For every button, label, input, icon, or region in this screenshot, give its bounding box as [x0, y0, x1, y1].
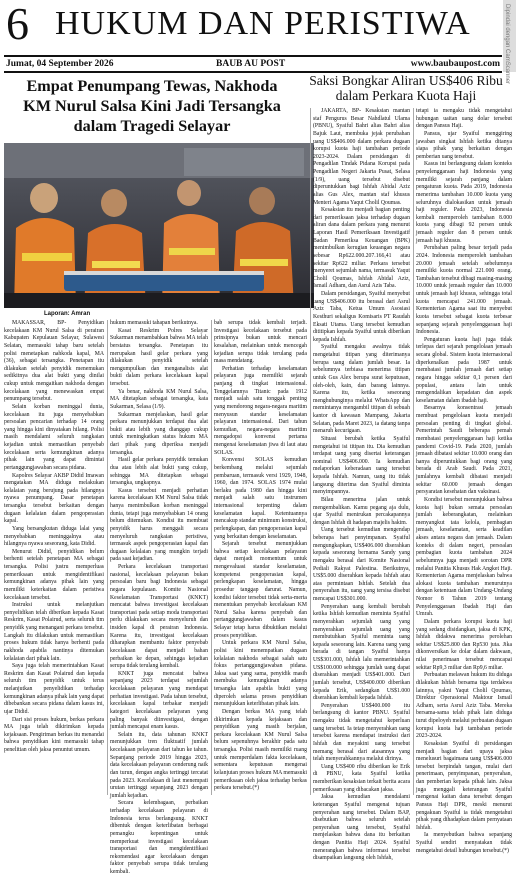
article-paragraph: Dalam perkara korupsi kuota haji yang sedang disidangkan, jaksa di KPK, Ishfah didakwa menerima perolehan sekitar US$25.800 dan Rp530 juta. Jika dikonversikan ke dolar dalam dakwaan, nilai penerimaan tersebut mencapai sekitar Rp9,3 miliar dan Rp9,6 miliar. — [416, 618, 512, 671]
article-paragraph: Yang bersangkutan diduga lalai yang menyebabkan meninggalnya atau hilangnya nyawa seseorang, kata Didid. — [4, 525, 104, 548]
article-paragraph: Pengaturan kuota haji juga tidak terlepas dari sejarah pengelolaan jemaah secara global. Sistem kuota internasional diperkenalkan pada 1987 untuk membatasi jumlah jemaah dari setiap negara hingga sekitar 0,1 persen dari populasi, antara lain untuk mengendalikan kepadatan dan aspek keselamatan dalam ibadah haji. — [416, 336, 512, 404]
article-paragraph: Situasi berubah ketika Syaiful mengetahui isi titipan itu. Dia kemudian terdapat uang yang disertai keterangan nominal US$406.000. Ia kemudian melaporkan keberadaan uang tersebut kepada Ishfah. Namun, uang itu tidak langsung diterima dan Syaiful diminta menyimpannya. — [313, 435, 410, 496]
article-paragraph: Ia menyebutkan bahwa sepanjang Syaiful sendiri menyatakan tidak mengetahui detail hubungan tersebut.(*) — [416, 832, 512, 854]
article-paragraph: hukum memasuki tahapan berikutnya. — [110, 320, 198, 326]
article-paragraph: Jaksa kemudian mendalami keterangan Syaiful mengenai tujuan penyerahan uang tersebut. Dalam BAP, disebutkan bahwa seluruh setelah penyerahan uang tersebut, Syaiful menjelaskan bahwa dana itu berkaitan dengan Panitia Haji 2024. Syaiful menerangkan bahwa informasi tersebut disampaikan langsung oleh Ishfah, — [313, 794, 410, 862]
article-paragraph: Kapolres Selayar AKBP Didid Imawan mengatakan MA diduga melakukan kelalaian yang berujung pada hilangnya nyawa penumpang. Dasar penetapan tersangka tersebut berkaitan dengan dugaan kelalaian dalam pengoperasian kapal. — [4, 472, 104, 525]
article-paragraph: Uang US$400 ribu diberikan ke Erik di PBNU, kata Syaiful ketika memberikan kesaksian terkait berita acara pemeriksaan yang dibacakan jaksa. — [313, 763, 410, 793]
article-paragraph: tetapi ia mengaku tidak mengetahui hubungan uaitan uang dolar tersebut dengan Pansus Haji. — [416, 108, 512, 130]
article-column-2 — [110, 320, 208, 875]
article-column-4 — [313, 108, 410, 862]
column-rule — [211, 320, 212, 795]
article-paragraph: Perbuatan melawan hukum itu diduga dilakukan Ishfah bersama tiga terdakwa lainnya, yakni Yaqut Cholil Qoumas, Direktur Operasional Maktour Ismail Adham, serta Asrul Aziz Taba. Mereka bersama-sama telah pihak lain diduga turut dipeloyeh melalui perbuatan dugaan korupsi kuota haji tambahan periode 2023-2024. — [416, 672, 512, 740]
date-line: Jumat, 04 September 2026 — [6, 59, 114, 69]
article-paragraph: Kasus tersebut menjadi perhatian karena kecelakaan KM Nurul Salsa tidak hanya menimbulkan korban meninggal dunia, tetapi juga menyebabkan 14 orang belum ditemukan. Kondisi itu membuat penyidik harus menggali secara menyeluruh rangkaian peristiwa, termasuk aspek pengoperasian kapal dan dugaan kelalaian yang mungkin terjadi pada saat kejadian. — [110, 487, 208, 563]
article-paragraph: Syaiful mengaku awalnya tidak mengetahui titipan yang diterimanya berupa uang dalam jumlah besar. Ia sebelumnya terbiasa menerima titipan untuk Gus Alex berupa surat keputusan, oleh-oleh, kain, dan barang lainnya. Karena itu, ketika seseorang menghubunginya melalui WhatsApp dan memintanya mengambil titipan di sebuah kantor di kawasan Mampang, Jakarta Selatan, pada Maret 2023, ia datang tanpa menaruh kecurigaan. — [313, 344, 410, 435]
masthead: HUKUM DAN PERISTIWA — [55, 5, 471, 42]
news-photo-icon — [4, 143, 314, 308]
article-paragraph: Instruksi untuk melanjutkan penyelidikan telah diberikan kepada Kasat Reskrim, Kasat Polairud, serta seluruh tim penyidik yang menangani perkara tersebut. Langkah itu dilakukan untuk memastikan proses hukum tidak hanya berhenti pada nakhoda apabila nantinya ditemukan kelalaian dari pihak lain. — [4, 602, 104, 662]
article-paragraph: Dalam persidangan, Syaiful menyebut uang US$406.000 itu berasal dari Asrul Aziz Taba, Ketua Umum Asosiasi Kesthuri sekaligus Komisaris PT Raudah Eksati Utama. Uang tersebut kemudian dititipkan kepada Syaiful untuk diberikan kepada Ishfah. — [313, 291, 410, 343]
article-paragraph: Kasus ini berlangsung dalam konteks penyelenggaraan haji Indonesia yang memiliki sejarah panjang dalam pengaturan kuota. Pada 2019, Indonesia menerima tambahan 10.000 kuota yang seluruhnya dialokasikan untuk jemaah haji reguler. Pada 2023, Indonesia kembali memperoleh tambahan 8.000 kuota yang dibagi 92 persen untuk jemaah reguler dan 8 persen untuk jemaah haji khusus. — [416, 161, 512, 244]
article-paragraph: Menurut Didid, penyidikan belum berhenti setelah penetapan MA sebagai tersangka. Polisi justru memperluas pemeriksaan untuk mengidentifikasi kemungkinan adanya pihak lain yang memiliki keterkaitan dalam peristiwa kecelakaan tersebut. — [4, 548, 104, 601]
article-paragraph: Ya benar, nakhoda KM Nurul Salsa, MA ditetapkan sebagai tersangka, kata Sukarman, Selasa (1/9). — [110, 388, 208, 410]
article-paragraph: Kondisi tersebut menunjukkan bahwa kuota haji bukan semata persoalan jumlah keberangkatan, melainkan menyangkut tata kelola, pembagian jemaah, keselamatan, serta keadilan akses antara negara dan jemaah. Dalam konteks di dalam negeri, persoalan pembagian kuota tambahan 2024 sebelumnya juga menjadi sorotan DPR melalui Panitia Khusus Hak Angket Haji. Kementerian Agama menjelaskan bahwa alokasi kuota tambahan menurutnya dengan ketentuan dalam Undang-Undang Nomor 8 Tahun 2019 tentang Penyelenggaraan Ibadah Haji dan Umrah. — [416, 496, 512, 618]
article-paragraph: Penyerahan US$400.000 itu berlangsung di kantor PBNU. Syaiful mengaku tidak mengetahui keperluan uang tersebut. Ia tetap menyerahkan uang tersebut karena mendapat instruksi dari Ishfah dan meyakini uang tersebut memang berasal dari atasannya yang telah menyerahkannya melalui dirinya. — [313, 702, 410, 763]
article-paragraph: bab serupa tidak kembali terjadi. Investigasi kecelakaan tersebut pada prinsipnya bukan untuk mencari kesalahan, melainkan untuk mencegah kejadian serupa tidak terulang pada masa mendatang. — [214, 320, 307, 365]
scan-side-text: Dipindai dengan CamScanner — [504, 4, 510, 85]
article-column-1 — [4, 320, 104, 794]
article-paragraph: Selain itu, data tahunan KNKT menunjukkan tren fluktuatif jumlah kecelakaan pelayaran dari tahun ke tahun. Sepanjang periode 2019 hingga 2023, data kecelakaan pelayaran cenderung naik dan turun, dengan angka tertinggi tercatat pada 2023. Kecelakaan di laut menempati urutan tertinggi sepanjang 2023 dengan jumlah kejadian. — [110, 731, 208, 799]
publication-name: BAUB AU POST — [216, 59, 286, 69]
article-paragraph: Selain korban meninggal dunia, kecelakaan itu juga menyebabkan persoalan pencarian terhadap 14 orang yang hingga kini dinyatakan hilang. Polisi masih mendalami seluruh rangkaian kejadian untuk memastikan penyebab kecelakaan serta kemungkinan adanya pihak lain yang dapat dimintai pertanggungjawaban secara pidana. — [4, 403, 104, 471]
article-paragraph: Sukarman menjelaskan, hasil gelar perkara menunjukkan terdapat dua alat bukti atau lebih yang dianggap cukup untuk meningkatkan status hukum MA dari pihak yang diperiksa menjadi tersangka. — [110, 411, 208, 456]
article-paragraph: Penyerahan uang kembali berubah ketika Ishfah kemudian meminta Syaiful menyerahkan sejumlah uang yang menyerahkan sejumlah uang yang membutuhkan Syaiful meminta uang kepada seseorang lain. Karena uang yang berada di tangan Syaiful hanya US$301.000, Ishfah lalu memerintahkan US$100.000 sehingga jumlah uang dapat diserahkan menjadi US$401.000. Dari jumlah tersebut, US$400.000 diberikan kepada Erik, sedangkan US$1.000 diserahkan kembali kepada Ishfah. — [313, 603, 410, 702]
page-number: 6 — [6, 0, 29, 49]
article-paragraph: Sejarah tersebut menunjukkan bahwa setiap kecelakaan pelayaran dapat menjadi momentum untuk mengevaluasi standar keselamatan, kompetensi pengoperasian kapal, perlengkapan keselamatan, hingga prosedur tanggap darurat. Namun, kondisi faktor tersebut tidak serta-merta menentukan penyebab kecelakaan KM Nurul Salsa karena penyebab dan pertanggungjawaban dalam kasus Selayar tetap harus dibuktikan melalui proses penyidikan. — [214, 541, 307, 639]
headline-secondary: Saksi Bongkar Aliran US$406 Ribu dalam Perkara Kuota Haji — [309, 73, 503, 103]
headline-main: Empat Penumpang Tewas, Nakhoda KM Nurul Salsa Kini Jadi Tersangka dalam Tragedi Selayar — [23, 77, 281, 135]
article-paragraph: Secara kelembagaan, perbaikan terhadap kecelakaan pelayaran di Indonesia terus berlangsung. KNKT dibentuk dengan keterlibatan berbagai pemangku kepentingan untuk memperkuat investigasi kecelakaan transportasi dan mengidentifikasi rekomendasi agar kecelakaan dengan faktor penyebab serupa tidak terulang kembali. — [110, 800, 208, 875]
website: www.baubaupost.com — [410, 59, 500, 69]
article-paragraph: Saya juga telah memerintahkan Kasat Reskrim dan Kasat Polairud dan kepada seluruh tim penyidik untuk terus melanjutkan penyelidikan terhadap kemungkinan adanya pihak lain yang dapat dibebankan secara pidana dalam kasus ini, ujar Didid. — [4, 663, 104, 715]
article-column-3 — [214, 320, 307, 794]
article-paragraph: Kesaksian Syaiful di persidangan menjadi bagian dari upaya jaksa menelusuri bagaimana uang US$406.000 tersebut berpindah tangan, mulai dari penerimaan, penyimpanan, penyerahan, dan pemberian kepada pihak lain. Jaksa juga menggali keterangan Syaiful mengenai kaitan dana tersebut dengan Pansus Haji DPR, meski menurut pengakuan Syaiful ia tidak mengetahui pihak yang dihadapkan dalam pernyataan Ishfah. — [416, 740, 512, 831]
article-paragraph: Uang tersebut kemudian mengendap beberapa hari penyimpanan. Syaiful mengungkapkan, US$406.000 diserahkan kepada seseorang bernama Sandy yang mengaku berasal dari Komite Nasional Pediali Rakyat Palestina. Berikutnya, US$5.000 diserahkan kepada Ishfah atau atas permintaan Ishfah. Setelah dua penyerahan itu, uang yang tersisa disebut mencapai US$301.000. — [313, 527, 410, 602]
article-paragraph: Konvensi SOLAS kemudian berkembang melalui sejumlah pembaruan, termasuk versi 1929, 1948, 1960, dan 1974. SOLAS 1974 mulai berlaku pada 1980 dan hingga kini menjadi salah satu instrumen internasional terpenting dalam keselamatan kapal. Ketentuannya mencakup standar minimum konstruksi, perlengkapan, dan pengoperasian kapal yang berkaitan dengan keselamatan. — [214, 457, 307, 540]
article-paragraph: Perubahan paling besar terjadi pada 2024. Indonesia memperoleh tambahan 20.000 jemaah setelah sebelumnya memiliki kuota normal 221.000 orang. Tambahan tersebut dibagi masing-masing 10.000 untuk jemaah reguler dan 10.000 untuk jemaah haji khusus, sehingga total kuota mencapai 241.000 jemaah. Kementerian Agama saat itu menyebut kuota tersebut sebagai kuota terbesar sepanjang sejarah penyelenggaraan haji Indonesia. — [416, 245, 512, 336]
article-paragraph: Untuk perkara KM Nurul Salsa, polisi kini menempatkan dugaan kelalaian nakhoda sebagai salah satu fokus pertanggungjawaban pidana. Jaksa saat yang sama, penyidik masih membuka kemungkinan adanya tersangka lain apabila bukti yang diperoleh selama proses penyidikan menunjukkan keterlibatan pihak lain. — [214, 640, 307, 708]
article-paragraph: Kasat Reskrim Polres Selayar Sukarman menambahkan bahwa MA telah berstatus tersangka. Penetapan itu merupakan hasil gelar perkara yang dilakukan penyidik setelah mengumpulkan dan menganalisis alat bukti dalam perkara kecelakaan kapal tersebut. — [110, 327, 208, 387]
article-paragraph: Dari sisi proses hukum, berkas perkara MA juga telah dikirimkan kepada kejaksaan. Pengiriman berkas itu menandai bahwa penyidikan kini memasuki tahap penelitian oleh jaksa penuntut umum. — [4, 716, 104, 753]
article-paragraph: Dengan berkas MA yang telah dikirimkan kepada kejaksaan dan penyidikan yang masih berjalan, perkara kecelakaan KM Nurul Salsa belum sepenuhnya berakhir pada satu tersangka. Polisi masih memiliki ruang untuk memperdalam fakta kecelakaan, sementara keputusan mengenai kelanjutan proses hukum MA memasuki pemeriksaan oleh jaksa terhadap berkas perkara tersebut.(*) — [214, 708, 307, 792]
article-paragraph: Besarnya konsentrasi jemaah membuat pengelolaan kuota menjadi persoalan penting di tingkat global. Pemerintah Saudi beberapa pemah membatasi penyelenggaraan haji ketika pandemi Covid-19. Pada 2020, jumlah jemaah dibatasi sekitar 10.000 orang dan hanya diperuntukkan bagi orang yang berada di Arab Saudi. Pada 2021, jumlahnya kembali dibatasi menjadi sekitar 60.000 jemaah dengan persyaratan kesehatan dan vaksinasi. — [416, 405, 512, 496]
news-photo-illustration — [4, 143, 314, 308]
article-paragraph: MAKASSAR, BP- Penyidikan kecelakaan KM Nurul Salsa di perairan Kabupaten Kepulauan Selayar, Sulawesi Selatan, memasuki tahap baru setelah polisi menetapkan nahkoda kapal, MA (36), sebagai tersangka. Penetapan itu dilakukan setelah penyidik menemukan sedikitnya dua alat bukti yang dinilai cukup untuk mengaitkan nakhoda dengan kecelakaan yang menewaskan empat penumpang tersebut. — [4, 320, 104, 403]
photo-caption-text: Laporan: Amran — [44, 311, 91, 317]
column-rule — [413, 108, 414, 795]
column-rule — [310, 108, 311, 795]
article-paragraph: Kesaksian itu menjadi bagian penting dari pemeriksaan jaksa terhadap dugaan aliran dana dalam perkara yang menurut Laporan Hasil Pemeriksaan Investigatif Badan Pemeriksa Keuangan (BPK) menimbulkan kerugian keuangan negara sebesar Rp622.000.207.166,41 atau sekitar Rp622 miliar. Perkara tersebut menyeret sejumlah nama, termasuk Yaqut Cholil Qoumas, Ishfah Abidal Aziz, Ismail Adham, dan Asrul Azis Taba. — [313, 207, 410, 290]
info-bar — [4, 55, 502, 73]
article-paragraph: Bilau menerima jalan untuk mengembalikan. Kamu pegang aja dulu, ujar Syaiful menirukan percakapannya dengan Ishfah di hadapan majelis hakim. — [313, 496, 410, 526]
column-rule — [107, 320, 108, 795]
article-paragraph: KNKT juga mencatat bahwa sepanjang 2023 terdapat sejumlah kecelakaan pelayaran yang mendapat perhatian investigasi. Pada tahun tersebut, kecelakaan kapal terbakar menjadi kategori kecelakaan pelayaran yang paling banyak diinvestigasi, dengan jumlah mencapai enam kasus. — [110, 670, 208, 731]
article-paragraph: Perkara kecelakaan transportasi nasional, kecelakaan pelayaran bukan persoalan baru bagi Indonesia sebagai negara kepulauan. Komite Nasional Keselamatan Transportasi (KNKT) mencatat bahwa investigasi kecelakaan transportasi pada setiap moda transportasi perlu dilakukan secara menyeluruh dan insiden kapal di perairan Indonesia. Karena itu, investigasi kecelakaan diharapkan membantu faktor penyebab kecelakaan dapat menjadi bahan perbaikan ke depan, sehingga kejadian serupa tidak terulang kembali. — [110, 564, 208, 670]
article-paragraph: Hasil gelar perkara penyidik temukan dua atau lebih alat bukti yang cukup, sehingga MA ditetapkan sebagai tersangka, ungkapnya. — [110, 457, 208, 487]
photo-caption — [4, 310, 314, 318]
article-paragraph: Pansus, ujar Syaiful menggiring jawaban singkat Ishfah ketika ditanya siapa pihak yang berkaitan dengan pemberian uang tersebut. — [416, 130, 512, 160]
article-paragraph: Perhatian terhadap keselamatan pelayaran juga memiliki sejarah panjang di tingkat internasional. Tenggelamnya Titanic pada 1912 menjadi salah satu tonggak penting yang mendorong negara-negara maritim menyusun standar keselamatan pelayaran internasional. Dari tahun kemudian, negara-negara maritim mengadopsi konvensi pertama mengenai keselamatan jiwa di laut atau SOLAS. — [214, 365, 307, 456]
article-column-5 — [416, 108, 512, 854]
article-paragraph: JAKARTA, BP- Kesaksian mantan staf Pengurus Besar Nahdlatul Ulama (PBNU), Syaiful Bahri alias Bahri alias Bajuk Laut, membuka jejak perubahan uang US$406.000 dalam perkara dugaan korupsi kuota haji tambahan periode 2023-2024. Dalam persidangan di Pengadilan Tindak Pidana Korupsi pada Pengadilan Negeri Jakarta Pusat, Selasa (1/9), uang tersebut disebut diperuntukkan bagi Ishfah Abidal Aziz alias Gus Alex, mantan staf khusus Menteri Agama Yaqut Cholil Qoumas. — [313, 108, 410, 206]
